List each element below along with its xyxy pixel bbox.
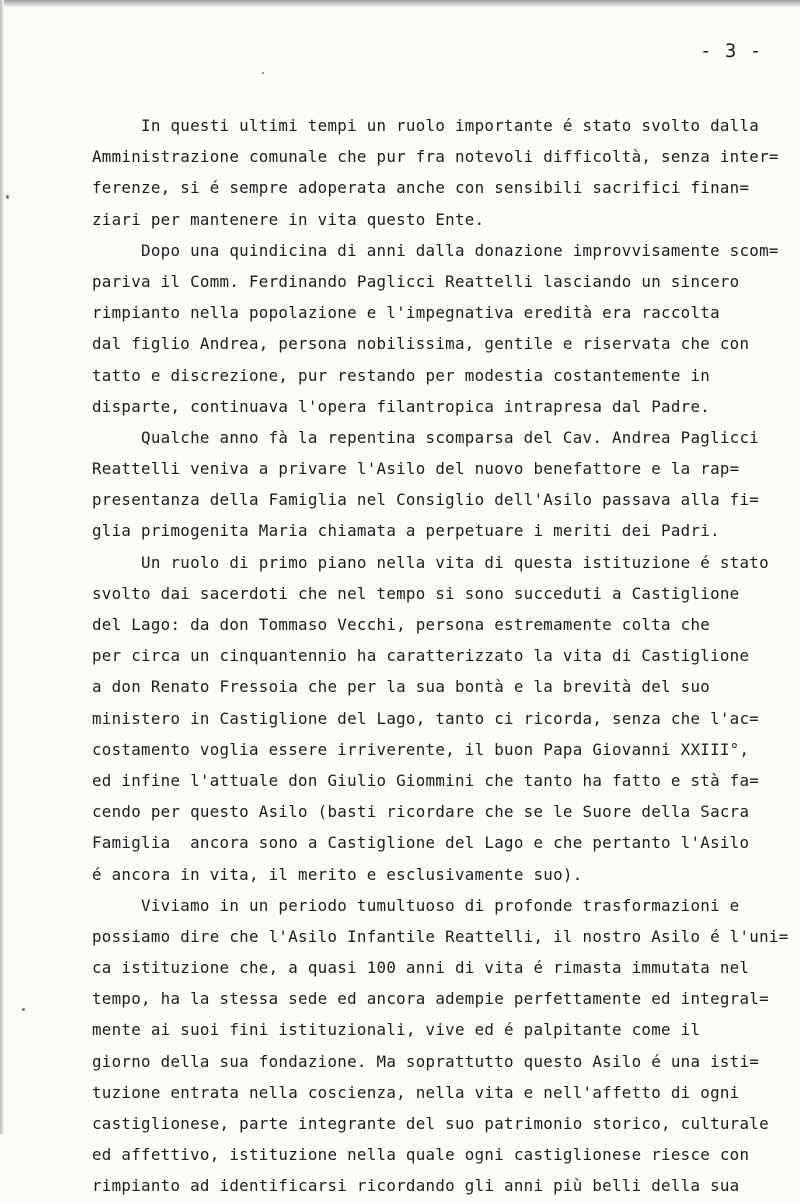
text-line: Un ruolo di primo piano nella vita di questa istituzione é stato	[92, 552, 769, 572]
text-line: ferenze, si é sempre adoperata anche con sensibili sacrifici finan=	[92, 178, 750, 198]
text-line: Dopo una quindicina di anni dalla donazione improvvisamente scom=	[92, 240, 779, 260]
scan-speck	[6, 195, 9, 199]
text-line: ca istituzione che, a quasi 100 anni di vita é rimasta immutata nel	[92, 958, 750, 978]
text-line: Amministrazione comunale che pur fra notevoli difficoltà, senza inter=	[92, 147, 779, 167]
text-line: castiglionese, parte integrante del suo patrimonio storico, culturale	[92, 1114, 769, 1133]
text-line: ministero in Castiglione del Lago, tanto ci ricorda, senza che l'ac=	[92, 708, 760, 728]
text-line: Reattelli veniva a privare l'Asilo del nuovo benefattore e la rap=	[92, 459, 740, 479]
text-line: Qualche anno fà la repentina scomparsa del Cav. Andrea Paglicci	[92, 427, 760, 447]
text-line: tuzione entrata nella coscienza, nella vita e nell'affetto di ogni	[92, 1082, 740, 1102]
scan-speck	[262, 72, 264, 74]
text-line: ed affettivo, istituzione nella quale ogni castiglionese riesce con	[92, 1145, 750, 1165]
page-number: - 3 -	[700, 40, 763, 62]
text-line: costamento voglia essere irriverente, il buon Papa Giovanni XXIII°,	[92, 739, 750, 759]
text-line: é ancora in vita, il merito e esclusivamente suo).	[92, 864, 583, 884]
text-line: rimpianto ad identificarsi ricordando gli anni più belli della sua	[92, 1176, 740, 1196]
scan-speck	[22, 1008, 25, 1011]
text-line: rimpianto nella popolazione e l'impegnativa eredità era raccolta	[92, 303, 720, 323]
text-line: del Lago: da don Tommaso Vecchi, persona estremamente colta che	[92, 615, 711, 634]
text-line: glia primogenita Maria chiamata a perpetuare i meriti dei Padri.	[92, 521, 720, 541]
text-line: giorno della sua fondazione. Ma soprattutto questo Asilo é una isti=	[92, 1051, 760, 1071]
text-line: possiamo dire che l'Asilo Infantile Reattelli, il nostro Asilo é l'uni=	[92, 926, 789, 946]
text-line: cendo per questo Asilo (basti ricordare che se le Suore della Sacra	[92, 802, 750, 822]
text-line: Famiglia ancora sono a Castiglione del Lago e che pertanto l'Asilo	[92, 833, 750, 853]
text-line: svolto dai sacerdoti che nel tempo si sono succeduti a Castiglione	[92, 583, 740, 603]
text-line: a don Renato Fressoia che per la sua bontà e la brevità del suo	[92, 677, 711, 697]
text-line: Viviamo in un periodo tumultuoso di profonde trasformazioni e	[92, 895, 740, 915]
text-line: per circa un cinquantennio ha caratterizzato la vita di Castiglione	[92, 646, 750, 666]
text-line: dal figlio Andrea, persona nobilissima, gentile e riservata che con	[92, 334, 750, 354]
scan-edge-left	[0, 0, 4, 1134]
text-line: presentanza della Famiglia nel Consiglio dell'Asilo passava alla fi=	[92, 490, 760, 510]
text-line: tatto e discrezione, pur restando per modestia costantemente in	[92, 365, 711, 385]
typed-text-body	[92, 110, 792, 1202]
text-line: tempo, ha la stessa sede ed ancora adempie perfettamente ed integral=	[92, 989, 769, 1009]
text-line: mente ai suoi fini istituzionali, vive ed é palpitante come il	[92, 1020, 701, 1040]
text-line: ziari per mantenere in vita questo Ente.	[92, 209, 485, 229]
text-line: ed infine l'attuale don Giulio Giommini che tanto ha fatto e stà fa=	[92, 770, 760, 790]
scan-edge-top	[0, 0, 800, 7]
text-line: pariva il Comm. Ferdinando Paglicci Reattelli lasciando un sincero	[92, 271, 740, 291]
text-line: In questi ultimi tempi un ruolo importante é stato svolto dalla	[92, 116, 760, 135]
text-line: disparte, continuava l'opera filantropica intrapresa dal Padre.	[92, 396, 711, 416]
